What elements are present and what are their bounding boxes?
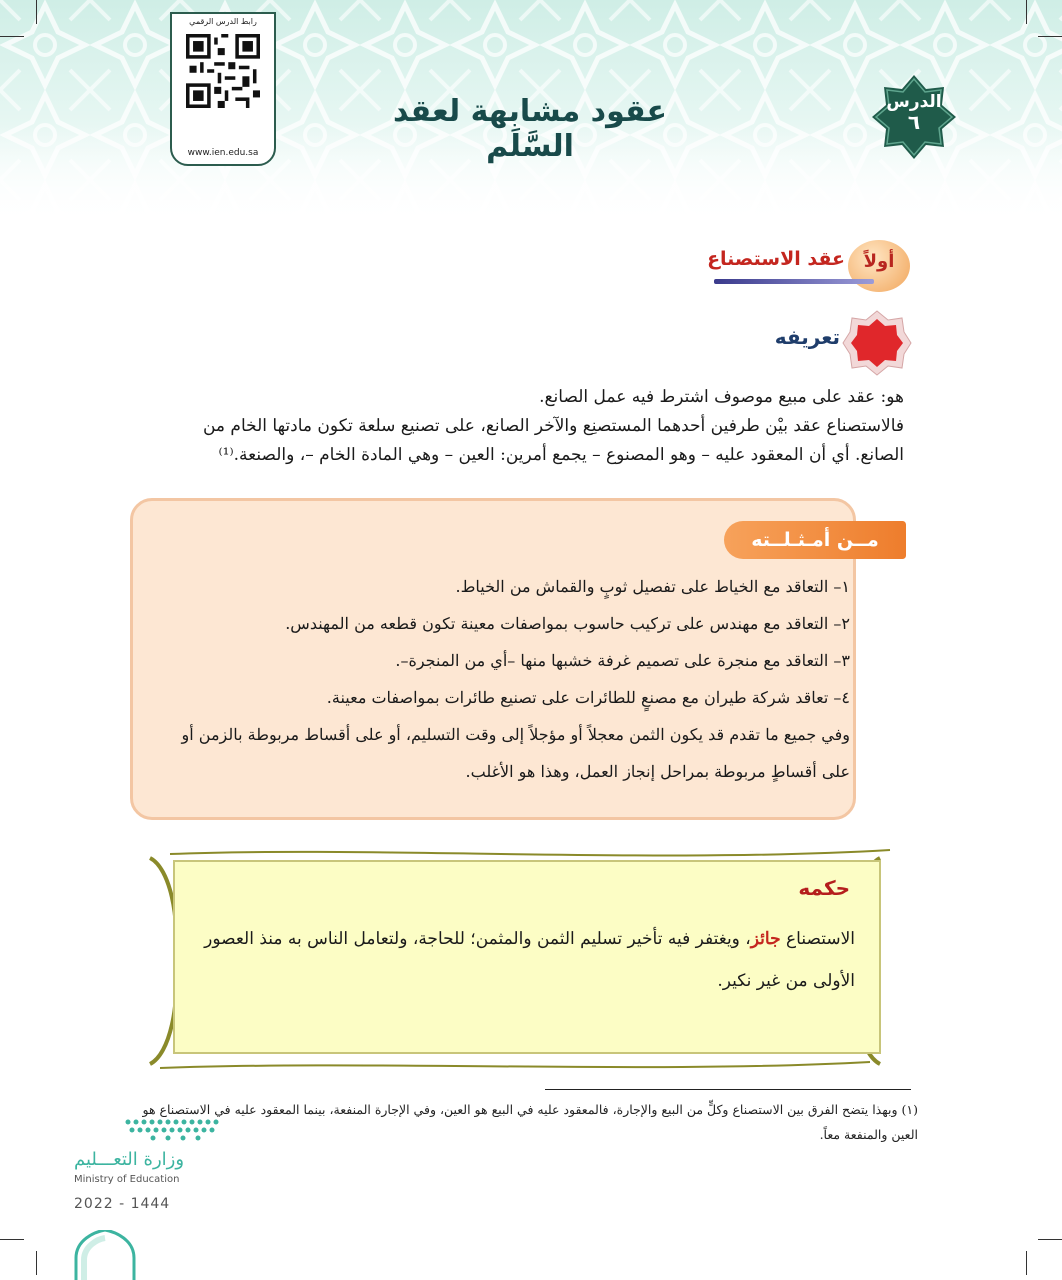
definition-text — [128, 383, 904, 470]
crop-mark — [0, 1239, 24, 1240]
ministry-year: 2022 - 1444 — [74, 1196, 171, 1212]
qr-url[interactable]: www.ien.edu.sa — [187, 148, 259, 158]
qr-code-icon[interactable] — [186, 34, 260, 108]
example-item: ٣– التعاقد مع منجرة على تصميم غرفة خشبها منها –أي من المنجرة–. — [395, 651, 850, 670]
crop-mark — [36, 0, 37, 24]
section-number: أولاً — [863, 251, 895, 272]
qr-caption: رابط الدرس الرقمي — [189, 17, 257, 26]
definition-heading: تعريفه — [774, 325, 840, 349]
examples-heading: مــن أمـثـلــته — [724, 521, 906, 559]
definition-line: الصانع. أي أن المعقود عليه – وهو المصنوع – يجمع أمرين: العين – وهي المادة الخام –، والصنعة.⁽¹⁾ — [218, 445, 904, 465]
example-item: ٤– تعاقد شركة طيران مع مصنعٍ للطائرات على تصنيع طائرات بمواصفات معينة. — [326, 688, 850, 707]
ministry-dots-icon — [123, 1116, 233, 1144]
section-underline — [714, 279, 874, 284]
footnote-divider — [545, 1089, 911, 1090]
ruling-lead: الاستصناع — [786, 929, 855, 949]
ruling-text — [185, 918, 855, 1002]
definition-line: هو: عقد على مبيع موصوف اشترط فيه عمل الصانع. — [539, 387, 904, 407]
crop-mark — [1026, 0, 1027, 24]
qr-card[interactable] — [170, 12, 276, 166]
lesson-badge — [872, 92, 956, 134]
page-title: عقود مشابهة لعقد السَّلَم — [393, 94, 667, 164]
example-item: ١– التعاقد مع الخياط على تفصيل ثوبٍ والقماش من الخياط. — [455, 577, 850, 596]
crop-mark — [1026, 1251, 1027, 1275]
red-star-icon — [842, 310, 912, 376]
examples-note: وفي جميع ما تقدم قد يكون الثمن معجلاً أو مؤجلاً إلى وقت التسليم، أو على أقساط مربوطة بالزمن أو على أقساطٍ مربوطة بمراحل إنجاز العمل، وهذا هو الأغلب. — [181, 725, 850, 781]
section-title: عقد الاستصناع — [707, 248, 845, 270]
lesson-number: ٦ — [907, 110, 921, 134]
examples-list — [150, 568, 850, 790]
footnote-marker: (١) — [901, 1102, 918, 1117]
crop-mark — [0, 36, 24, 37]
lesson-label: الدرس — [886, 92, 942, 112]
footnote — [128, 1097, 918, 1147]
ministry-name-ar: وزارة التعـــليم — [74, 1149, 185, 1170]
ruling-rest: ، ويغتفر فيه تأخير تسليم الثمن والمثمن؛ للحاجة، ولتعامل الناس به منذ العصور الأولى من غير نكير. — [204, 929, 855, 991]
arch-ornament-icon — [70, 1230, 140, 1280]
definition-line: فالاستصناع عقد بيْن طرفين أحدهما المستصنِع والآخر الصانع، على تصنيع سلعة تكون مادتها الخام من — [202, 416, 904, 436]
crop-mark — [36, 1251, 37, 1275]
crop-mark — [1038, 36, 1062, 37]
crop-mark — [1038, 1239, 1062, 1240]
example-item: ٢– التعاقد مع مهندس على تركيب حاسوب بمواصفات معينة تكون قطعه من المهندس. — [285, 614, 850, 633]
ministry-name-en: Ministry of Education — [74, 1174, 180, 1185]
ruling-heading: حكمه — [798, 876, 850, 900]
footnote-text: وبهذا يتضح الفرق بين الاستصناع وكلٍّ من البيع والإجارة، فالمعقود عليه في البيع هو العين، وفي الإجارة المنفعة، بينما المعقود عليه في الاستصناع هو العين والمنفعة معاً. — [142, 1102, 918, 1142]
ruling-key: جائز — [750, 929, 781, 949]
